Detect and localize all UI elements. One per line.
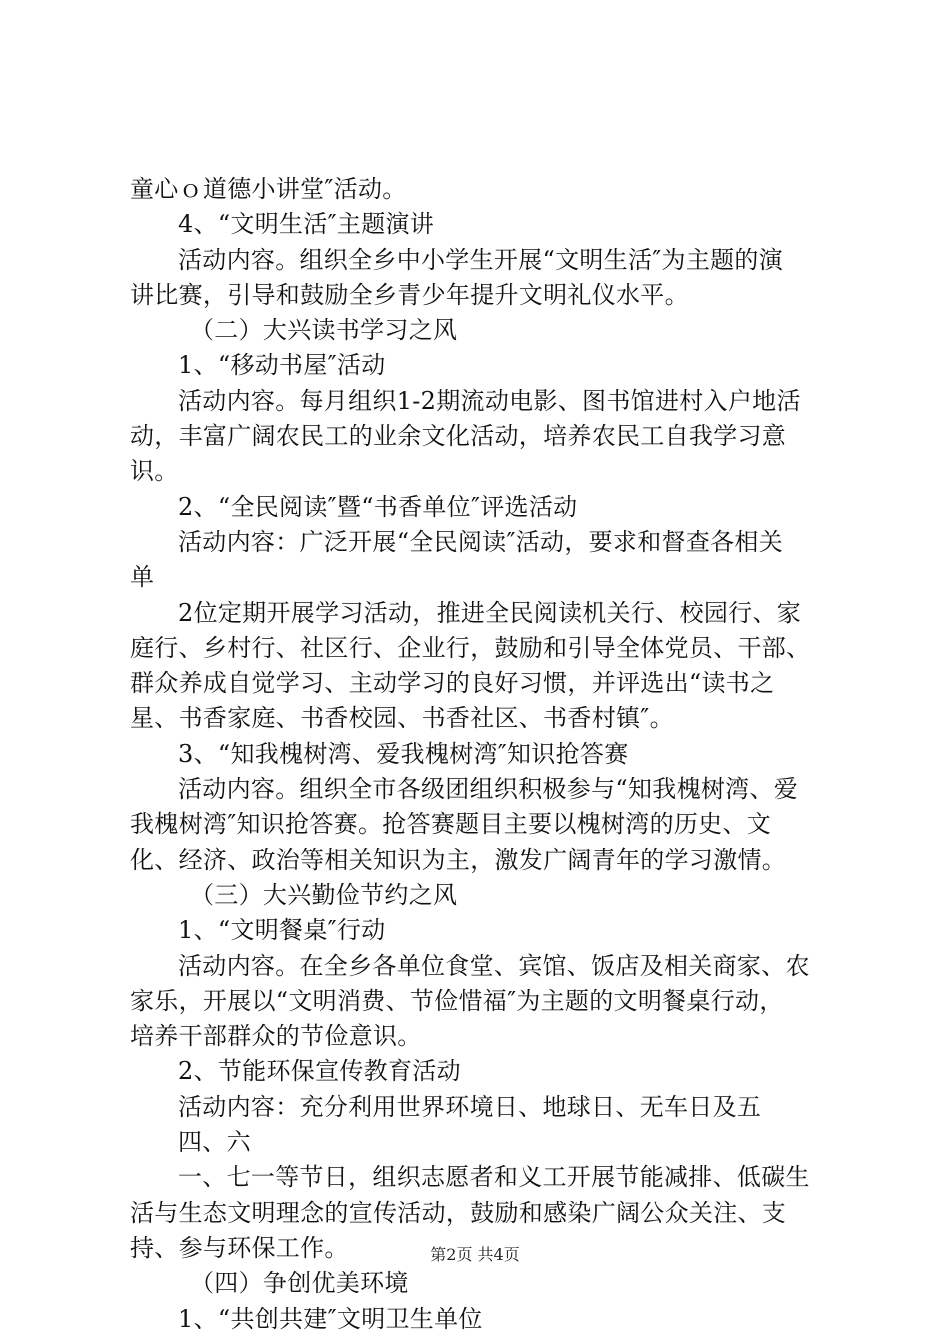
page-number-footer: 第2页 共4页	[430, 1245, 520, 1264]
text-line: 培养干部群众的节俭意识。	[130, 1022, 422, 1051]
text-line: 讲比赛，引导和鼓励全乡青少年提升文明礼仪水平。	[130, 280, 689, 309]
text-line: 活动内容：广泛开展“全民阅读″活动，要求和督查各相关	[178, 527, 784, 556]
text-line: 2、节能环保宣传教育活动	[178, 1057, 461, 1086]
text-line: 2、“全民阅读″暨“书香单位″评选活动	[178, 492, 578, 521]
text-line: 1、“移动书屋″活动	[178, 351, 386, 380]
text-line: 庭行、乡村行、社区行、企业行，鼓励和引导全体党员、干部、	[130, 633, 811, 662]
section-heading: （四）争创优美环境	[190, 1269, 409, 1298]
text-line: 活动内容。每月组织1-2期流动电影、图书馆进村入户地活	[178, 386, 801, 415]
text-line: 2位定期开展学习活动，推进全民阅读机关行、校园行、家	[178, 598, 802, 627]
text-line: 活与生态文明理念的宣传活动，鼓励和感染广阔公众关注、支	[130, 1198, 787, 1227]
text-line: 我槐树湾″知识抢答赛。抢答赛题目主要以槐树湾的历史、文	[130, 810, 772, 839]
text-line: 化、经济、政治等相关知识为主，激发广阔青年的学习激情。	[130, 845, 787, 874]
text-line: 1、“共创共建″文明卫生单位	[178, 1304, 483, 1333]
text-line: 四、六	[178, 1128, 251, 1157]
text-line: 星、书香家庭、书香校园、书香社区、书香村镇″。	[130, 704, 674, 733]
text-line: 持、参与环保工作。	[130, 1233, 349, 1262]
text-line: 群众养成自觉学习、主动学习的良好习惯，并评选出“读书之	[130, 669, 775, 698]
text-line: 一、七一等节日，组织志愿者和义工开展节能减排、低碳生	[178, 1163, 810, 1192]
section-heading: （三）大兴勤俭节约之风	[190, 880, 458, 909]
text-line: 4、“文明生活″主题演讲	[178, 210, 435, 239]
text-line: 活动内容。组织全乡中小学生开展“文明生活″为主题的演	[178, 245, 784, 274]
text-line: 活动内容。在全乡各单位食堂、宾馆、饭店及相关商家、农	[178, 951, 810, 980]
text-line: 活动内容。组织全市各级团组织积极参与“知我槐树湾、爱	[178, 775, 799, 804]
text-line: 活动内容：充分利用世界环境日、地球日、无车日及五	[178, 1092, 762, 1121]
text-line: 童心ｏ道德小讲堂″活动。	[130, 175, 407, 203]
text-line: 动，丰富广阔农民工的业余文化活动，培养农民工自我学习意	[130, 422, 787, 451]
text-line: 单	[130, 563, 155, 592]
text-line: 识。	[130, 457, 179, 486]
section-heading: （二）大兴读书学习之风	[190, 316, 458, 345]
text-line: 家乐，开展以“文明消费、节俭惜福″为主题的文明餐桌行动，	[130, 986, 784, 1015]
text-line: 3、“知我槐树湾、爱我槐树湾″知识抢答赛	[178, 739, 629, 768]
document-body	[130, 172, 845, 1337]
text-line: 1、“文明餐桌″行动	[178, 916, 386, 945]
